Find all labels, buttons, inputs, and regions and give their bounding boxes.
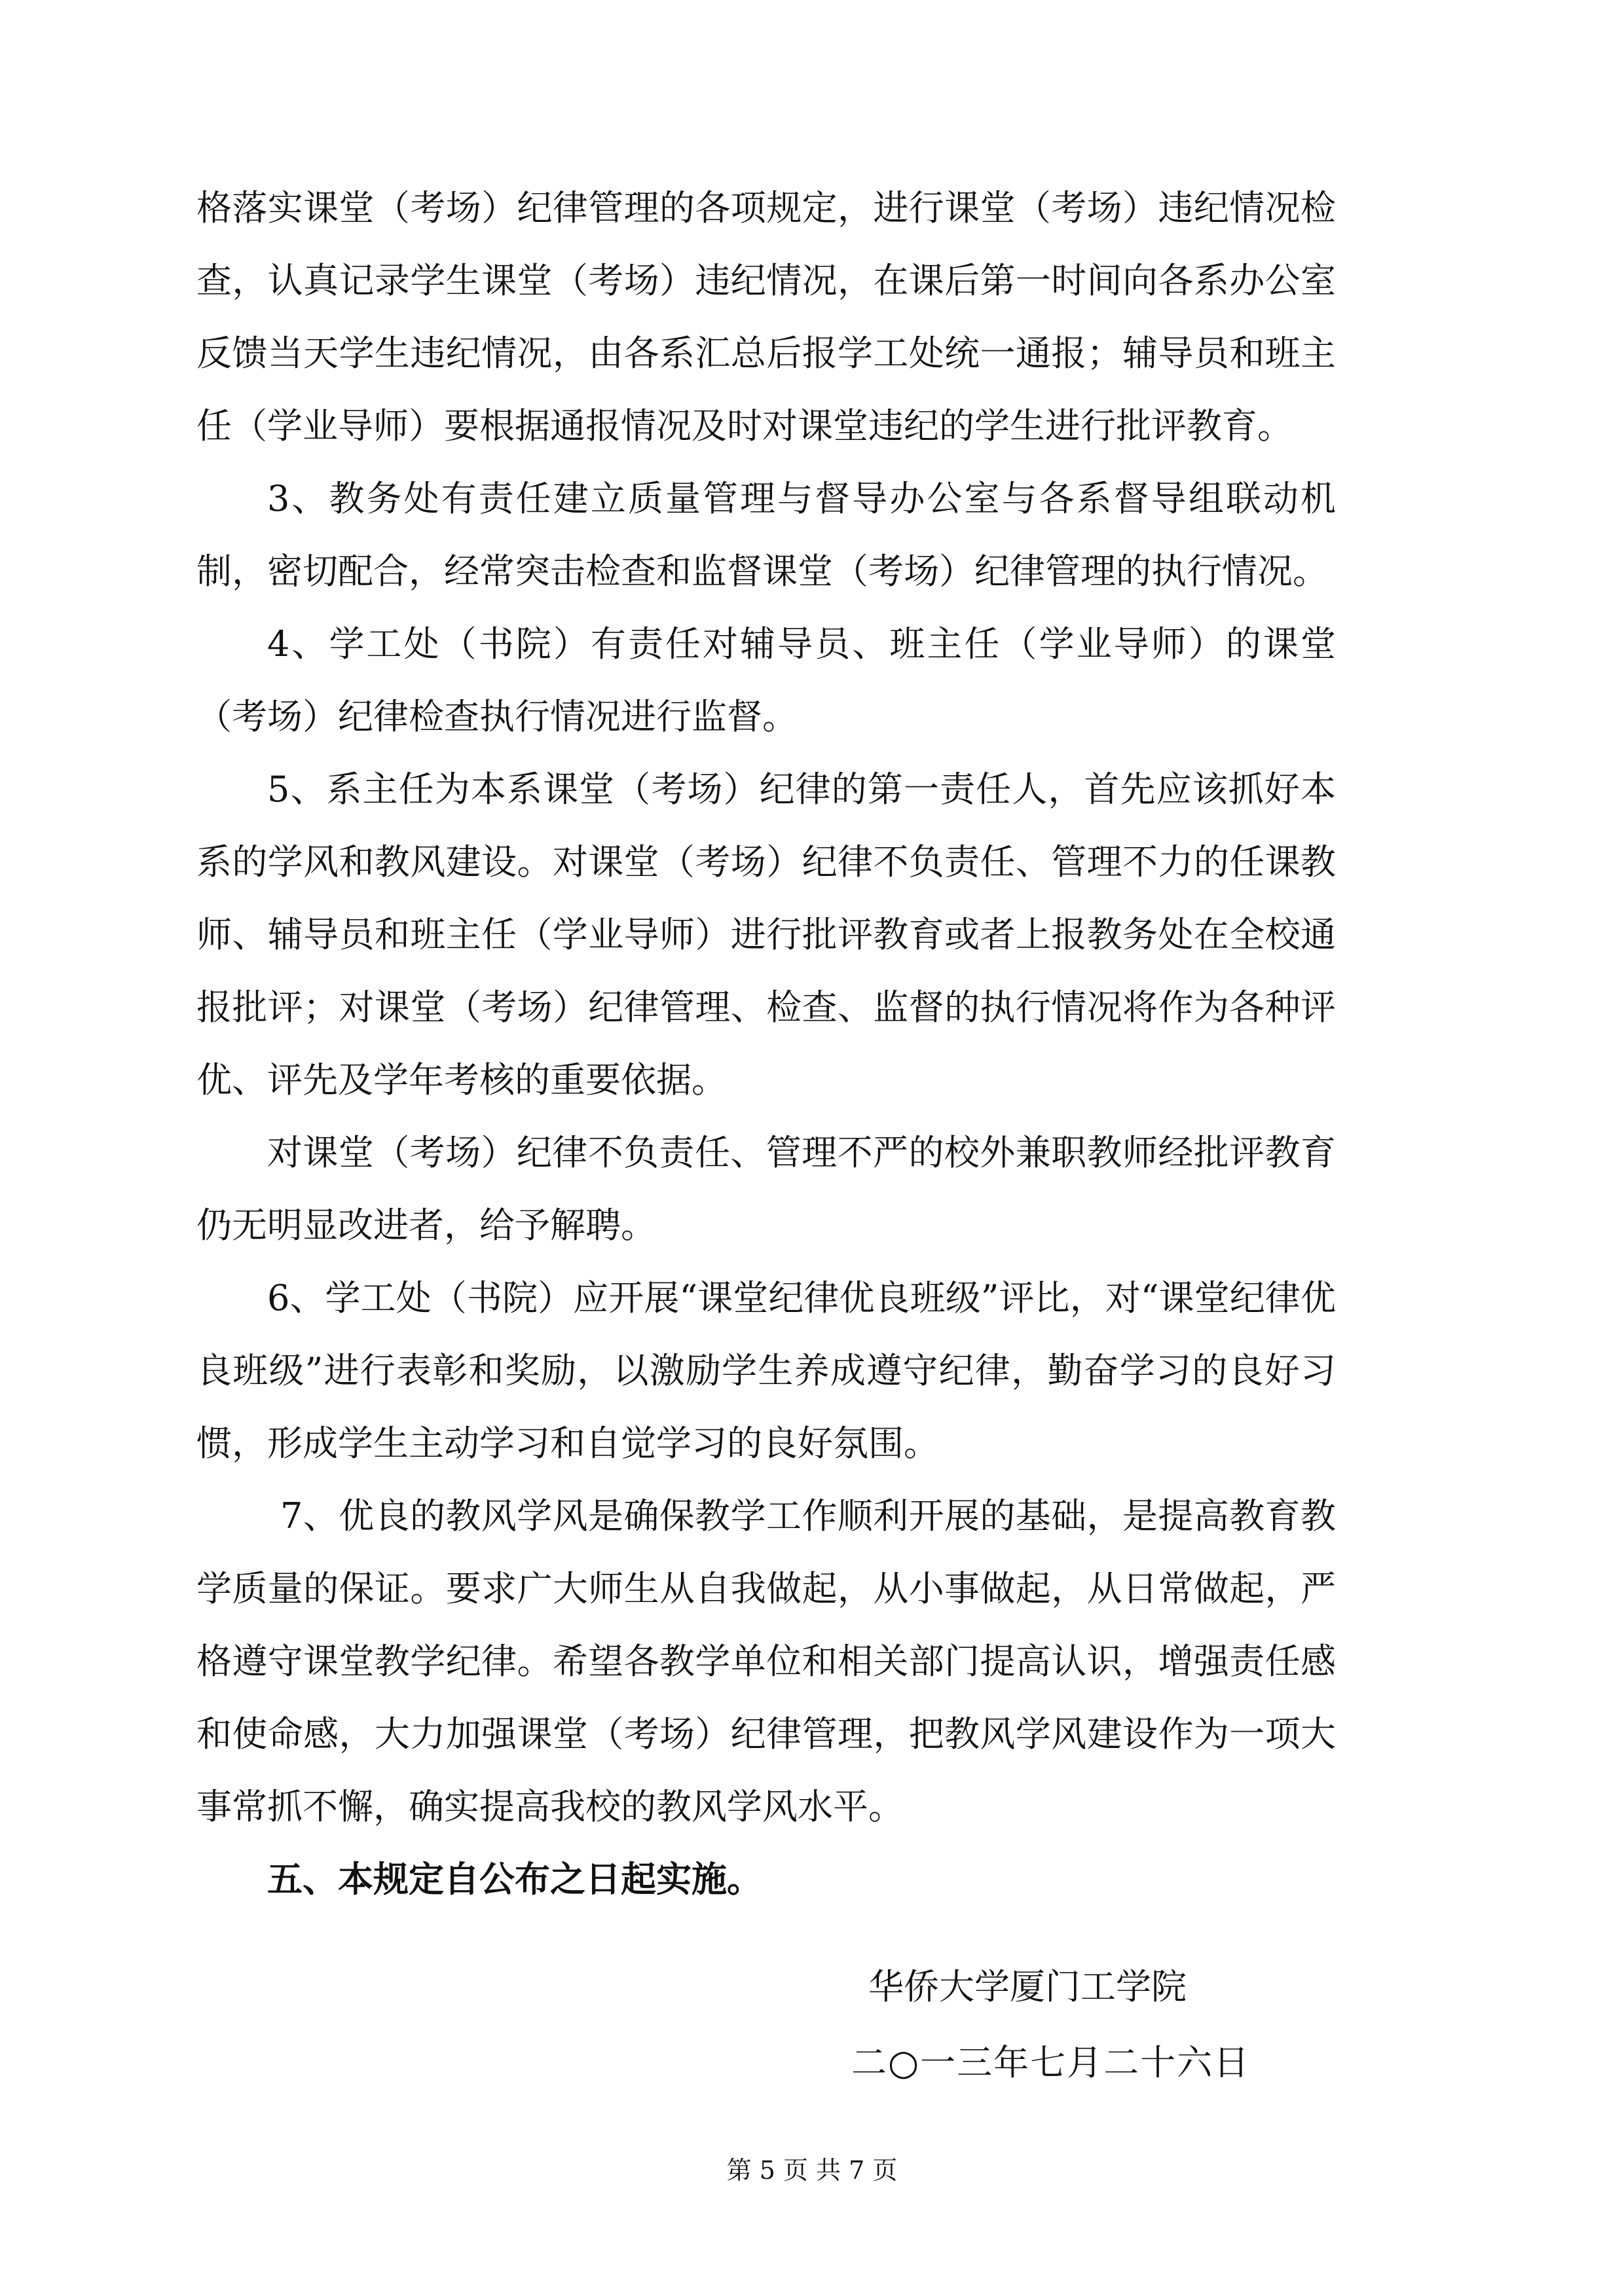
paragraph-item-3: 3、教务处有责任建立质量管理与督导办公室与各系督导组联动机制，密切配合，经常突击检查和监督课堂（考场）纪律管理的执行情况。: [196, 478, 1336, 592]
paragraph-continued: 格落实课堂（考场）纪律管理的各项规定，进行课堂（考场）违纪情况检查，认真记录学生课堂（考场）违纪情况，在课后第一时间向各系办公室反馈当天学生违纪情况，由各系汇总后报学工处统一通报；辅导员和班主任（学业导师）要根据通报情况及时对课堂违纪的学生进行批评教育。: [196, 187, 1336, 446]
signature-organization: 华侨大学厦门工学院: [868, 1966, 1187, 2007]
page-footer: 第 5 页 共 7 页: [726, 2156, 898, 2185]
paragraph-item-6: 6、学工处（书院）应开展“课堂纪律优良班级”评比，对“课堂纪律优良班级”进行表彰和奖励，以激励学生养成遵守纪律，勤奋学习的良好习惯，形成学生主动学习和自觉学习的良好氛围。: [196, 1277, 1336, 1464]
paragraph-item-7: 7、优良的教风学风是确保教学工作顺利开展的基础，是提高教育教学质量的保证。要求广大师生从自我做起，从小事做起，从日常做起，严格遵守课堂教学纪律。希望各教学单位和相关部门提高认识，增强责任感和使命感，大力加强课堂（考场）纪律管理，把教风学风建设作为一项大事常抓不懈，确实提高我校的教风学风水平。: [196, 1495, 1336, 1827]
document-body: [196, 172, 1336, 1916]
section-5-heading: 五、本规定自公布之日起实施。: [267, 1858, 762, 1900]
paragraph-item-4: 4、学工处（书院）有责任对辅导员、班主任（学业导师）的课堂（考场）纪律检查执行情况进行监督。: [196, 623, 1336, 737]
paragraph-item-5-supplement: 对课堂（考场）纪律不负责任、管理不严的校外兼职教师经批评教育仍无明显改进者，给予解聘。: [196, 1132, 1336, 1246]
signature-date: 二○一三年七月二十六日: [851, 2042, 1251, 2083]
paragraph-item-5: 5、系主任为本系课堂（考场）纪律的第一责任人，首先应该抓好本系的学风和教风建设。对课堂（考场）纪律不负责任、管理不力的任课教师、辅导员和班主任（学业导师）进行批评教育或者上报教务处在全校通报批评；对课堂（考场）纪律管理、检查、监督的执行情况将作为各种评优、评先及学年考核的重要依据。: [196, 769, 1336, 1101]
